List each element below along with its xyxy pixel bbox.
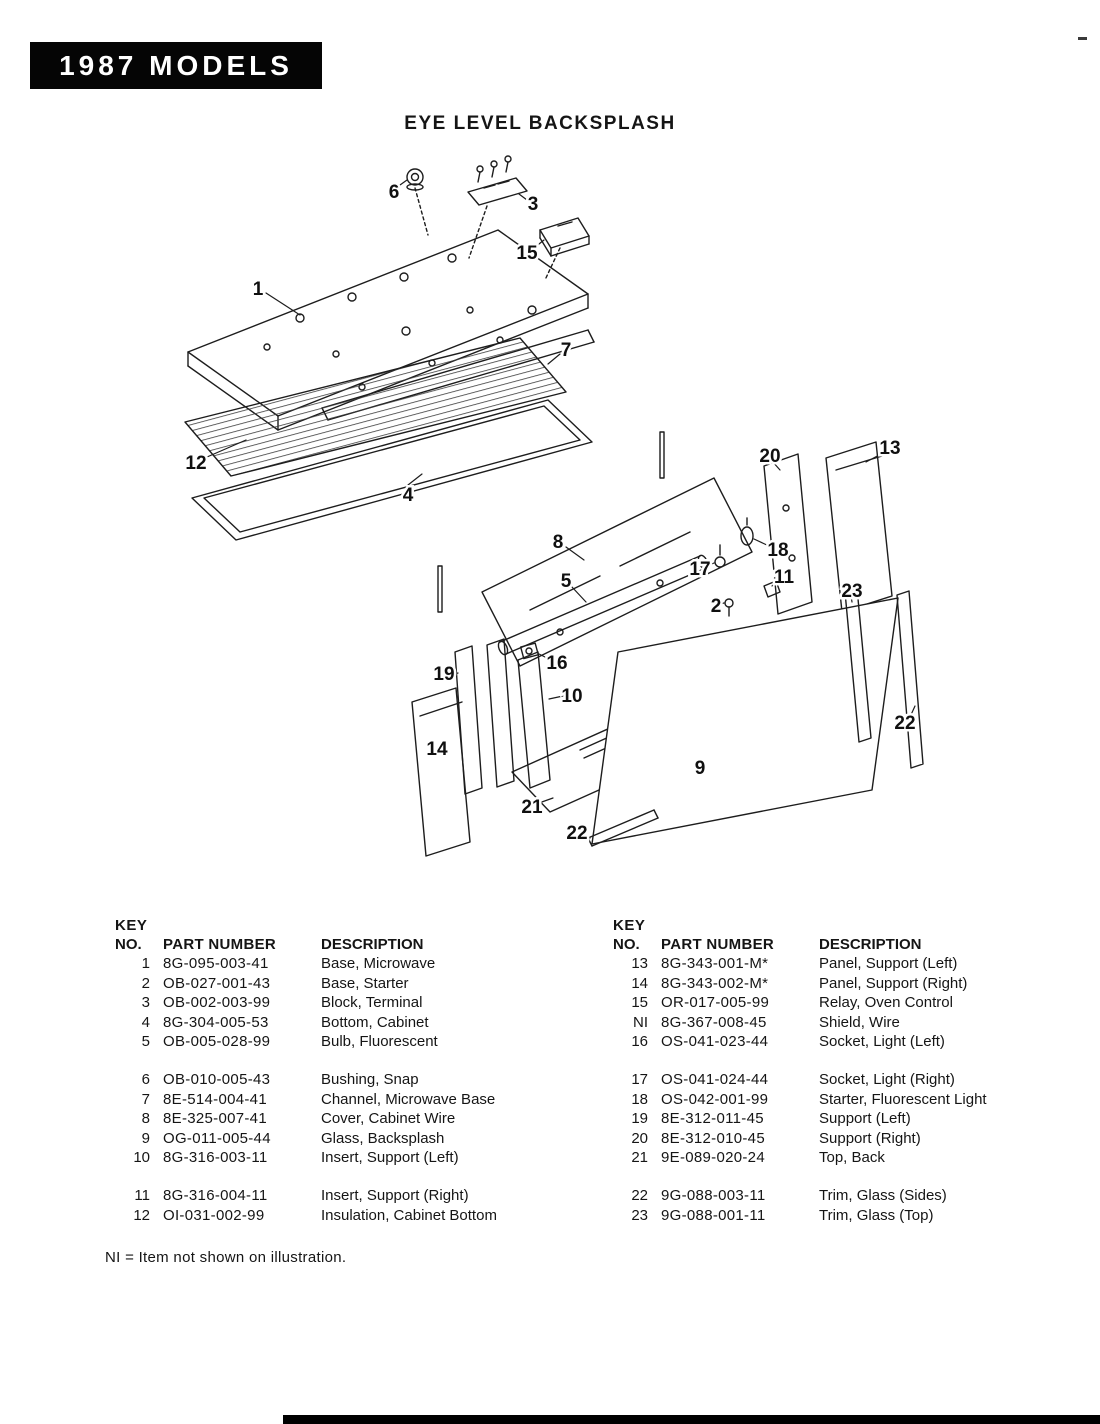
callout-19: 19 <box>433 664 455 685</box>
part-number: OG-011-005-44 <box>163 1129 271 1147</box>
part-description: Block, Terminal <box>321 994 423 1012</box>
part-number: 8E-325-007-41 <box>163 1110 267 1128</box>
part-key: 12 <box>133 1206 150 1224</box>
part-number: OS-041-023-44 <box>661 1033 769 1051</box>
part-description: Insert, Support (Left) <box>321 1149 459 1167</box>
callout-8: 8 <box>552 532 564 553</box>
parts-row <box>613 1148 1093 1167</box>
part-key: NI <box>633 1013 648 1031</box>
part-number: 8E-312-011-45 <box>661 1110 764 1128</box>
part-number: OI-031-002-99 <box>163 1206 265 1224</box>
parts-group <box>115 1186 595 1225</box>
part-key: 23 <box>631 1206 648 1224</box>
part-relay-oven-control <box>540 218 589 256</box>
callout-4: 4 <box>402 485 414 506</box>
part-bushing-snap <box>407 169 423 190</box>
callout-23: 23 <box>841 581 863 602</box>
part-number: OB-005-028-99 <box>163 1033 271 1051</box>
part-key: 16 <box>631 1033 648 1051</box>
parts-row <box>115 954 595 973</box>
part-description: Top, Back <box>819 1149 885 1167</box>
part-number: OS-041-024-44 <box>661 1071 769 1089</box>
part-number: OS-042-001-99 <box>661 1090 769 1108</box>
part-number: 8G-343-002-M* <box>661 974 769 992</box>
part-description: Trim, Glass (Top) <box>819 1206 934 1224</box>
callout-3: 3 <box>527 194 539 215</box>
part-insulation-cabinet-bottom <box>185 338 566 476</box>
part-description: Socket, Light (Left) <box>819 1033 945 1051</box>
part-description: Shield, Wire <box>819 1013 900 1031</box>
parts-row <box>613 1070 1093 1089</box>
part-description: Bushing, Snap <box>321 1071 419 1089</box>
exploded-parts-diagram <box>0 140 1100 910</box>
part-number: 8G-095-003-41 <box>163 955 269 973</box>
parts-table-left <box>115 916 595 1225</box>
part-description: Channel, Microwave Base <box>321 1090 496 1108</box>
part-key: 11 <box>134 1187 150 1205</box>
parts-group <box>115 954 595 1051</box>
part-number: 8G-316-003-11 <box>163 1149 268 1167</box>
parts-row <box>613 1206 1093 1225</box>
parts-row <box>115 1090 595 1109</box>
part-key: 22 <box>631 1187 648 1205</box>
part-key: 1 <box>141 955 150 973</box>
part-description: Support (Left) <box>819 1110 911 1128</box>
parts-row <box>613 1186 1093 1205</box>
parts-row <box>613 1109 1093 1128</box>
part-description: Base, Starter <box>321 974 409 992</box>
diagram-title: EYE LEVEL BACKSPLASH <box>404 113 676 134</box>
parts-group <box>613 1186 1093 1225</box>
callout-20: 20 <box>759 446 781 467</box>
parts-row <box>613 1090 1093 1109</box>
parts-row <box>613 974 1093 993</box>
part-number: OB-010-005-43 <box>163 1071 271 1089</box>
callout-11: 11 <box>773 567 795 588</box>
model-year-label: 1987 MODELS <box>59 49 293 81</box>
part-key: 20 <box>631 1129 648 1147</box>
part-description: Relay, Oven Control <box>819 994 953 1012</box>
part-key: 15 <box>631 994 648 1012</box>
callout-2: 2 <box>710 596 722 617</box>
part-description: Base, Microwave <box>321 955 436 973</box>
col-header-desc: DESCRIPTION <box>819 936 922 953</box>
parts-row <box>115 993 595 1012</box>
callout-15: 15 <box>516 243 538 264</box>
part-key: 14 <box>631 974 648 992</box>
model-year-badge <box>30 42 322 89</box>
mounting-screw <box>725 599 733 616</box>
part-support-right <box>764 454 812 614</box>
parts-row <box>115 1206 595 1225</box>
parts-header-row <box>613 935 1093 954</box>
part-panel-support-right <box>412 688 470 856</box>
part-key: 19 <box>631 1110 648 1128</box>
part-description: Panel, Support (Right) <box>819 974 968 992</box>
part-description: Insulation, Cabinet Bottom <box>321 1206 497 1224</box>
callout-17: 17 <box>689 559 711 580</box>
scan-artifact-bottom-bar <box>283 1415 1100 1424</box>
col-header-no: NO. <box>613 936 640 953</box>
parts-row <box>115 1148 595 1167</box>
part-description: Trim, Glass (Sides) <box>819 1187 947 1205</box>
part-glass-backsplash <box>592 598 898 844</box>
part-number: OR-017-005-99 <box>661 994 770 1012</box>
parts-row <box>115 1109 595 1128</box>
part-key: 17 <box>631 1071 648 1089</box>
part-key: 7 <box>141 1090 150 1108</box>
part-number: 8E-312-010-45 <box>661 1129 765 1147</box>
callout-10: 10 <box>561 686 583 707</box>
callout-6: 6 <box>388 182 400 203</box>
callout-14: 14 <box>426 739 448 760</box>
part-description: Bottom, Cabinet <box>321 1013 429 1031</box>
hinge-pins <box>438 432 664 612</box>
part-number: 8G-343-001-M* <box>661 955 769 973</box>
key-heading: KEY <box>115 917 148 934</box>
part-description: Bulb, Fluorescent <box>321 1033 438 1051</box>
callout-22-right: 22 <box>894 713 916 734</box>
part-number: OB-027-001-43 <box>163 974 271 992</box>
part-socket-light-right <box>715 545 725 567</box>
part-key: 2 <box>141 974 150 992</box>
callout-1: 1 <box>252 279 264 300</box>
diagram-linework <box>185 156 923 856</box>
scan-artifact-dash <box>1078 37 1087 40</box>
part-key: 21 <box>631 1149 648 1167</box>
part-key: 6 <box>141 1071 150 1089</box>
part-description: Starter, Fluorescent Light <box>819 1090 987 1108</box>
callout-7: 7 <box>560 340 572 361</box>
part-number: 9G-088-001-11 <box>661 1206 766 1224</box>
parts-row <box>115 1186 595 1205</box>
part-description: Insert, Support (Right) <box>321 1187 469 1205</box>
part-number: 9G-088-003-11 <box>661 1187 766 1205</box>
callout-5: 5 <box>560 571 572 592</box>
part-trim-glass-side-right <box>897 591 923 768</box>
parts-row <box>613 954 1093 973</box>
parts-row <box>613 993 1093 1012</box>
part-description: Cover, Cabinet Wire <box>321 1110 456 1128</box>
part-number: 8G-304-005-53 <box>163 1013 269 1031</box>
parts-group <box>613 954 1093 1051</box>
callout-13: 13 <box>879 438 901 459</box>
col-header-no: NO. <box>115 936 142 953</box>
callout-18: 18 <box>767 540 789 561</box>
part-key: 9 <box>141 1129 150 1147</box>
ni-footnote: NI = Item not shown on illustration. <box>105 1249 347 1266</box>
parts-row <box>115 1070 595 1089</box>
part-key: 13 <box>631 955 648 973</box>
part-number: 8G-316-004-11 <box>163 1187 268 1205</box>
part-key: 3 <box>141 994 150 1012</box>
part-description: Socket, Light (Right) <box>819 1071 955 1089</box>
parts-row <box>613 1032 1093 1051</box>
part-key: 5 <box>141 1033 150 1051</box>
col-header-desc: DESCRIPTION <box>321 936 424 953</box>
part-number: OB-002-003-99 <box>163 994 271 1012</box>
part-number: 9E-089-020-24 <box>661 1149 765 1167</box>
callout-16: 16 <box>546 653 568 674</box>
part-socket-light-left <box>521 643 539 658</box>
parts-row <box>613 1129 1093 1148</box>
parts-row <box>115 1032 595 1051</box>
parts-header-row <box>115 935 595 954</box>
parts-row <box>115 1013 595 1032</box>
col-header-part: PART NUMBER <box>661 936 775 953</box>
part-key: 8 <box>141 1110 150 1128</box>
parts-table-right <box>613 916 1093 1225</box>
parts-group <box>115 1070 595 1167</box>
part-block-terminal <box>468 156 527 205</box>
parts-row <box>115 974 595 993</box>
part-number: 8G-367-008-45 <box>661 1013 767 1031</box>
part-description: Panel, Support (Left) <box>819 955 958 973</box>
parts-row <box>115 1129 595 1148</box>
col-header-part: PART NUMBER <box>163 936 277 953</box>
callout-22-bottom: 22 <box>566 823 588 844</box>
parts-row <box>613 1013 1093 1032</box>
callout-12: 12 <box>185 453 207 474</box>
part-number: 8E-514-004-41 <box>163 1090 267 1108</box>
parts-group <box>613 1070 1093 1167</box>
part-description: Support (Right) <box>819 1129 921 1147</box>
key-heading: KEY <box>613 917 646 934</box>
part-key: 18 <box>631 1090 648 1108</box>
callout-9: 9 <box>694 758 706 779</box>
callout-21: 21 <box>521 797 543 818</box>
part-key: 4 <box>141 1013 150 1031</box>
part-key: 10 <box>133 1149 150 1167</box>
part-description: Glass, Backsplash <box>321 1129 445 1147</box>
